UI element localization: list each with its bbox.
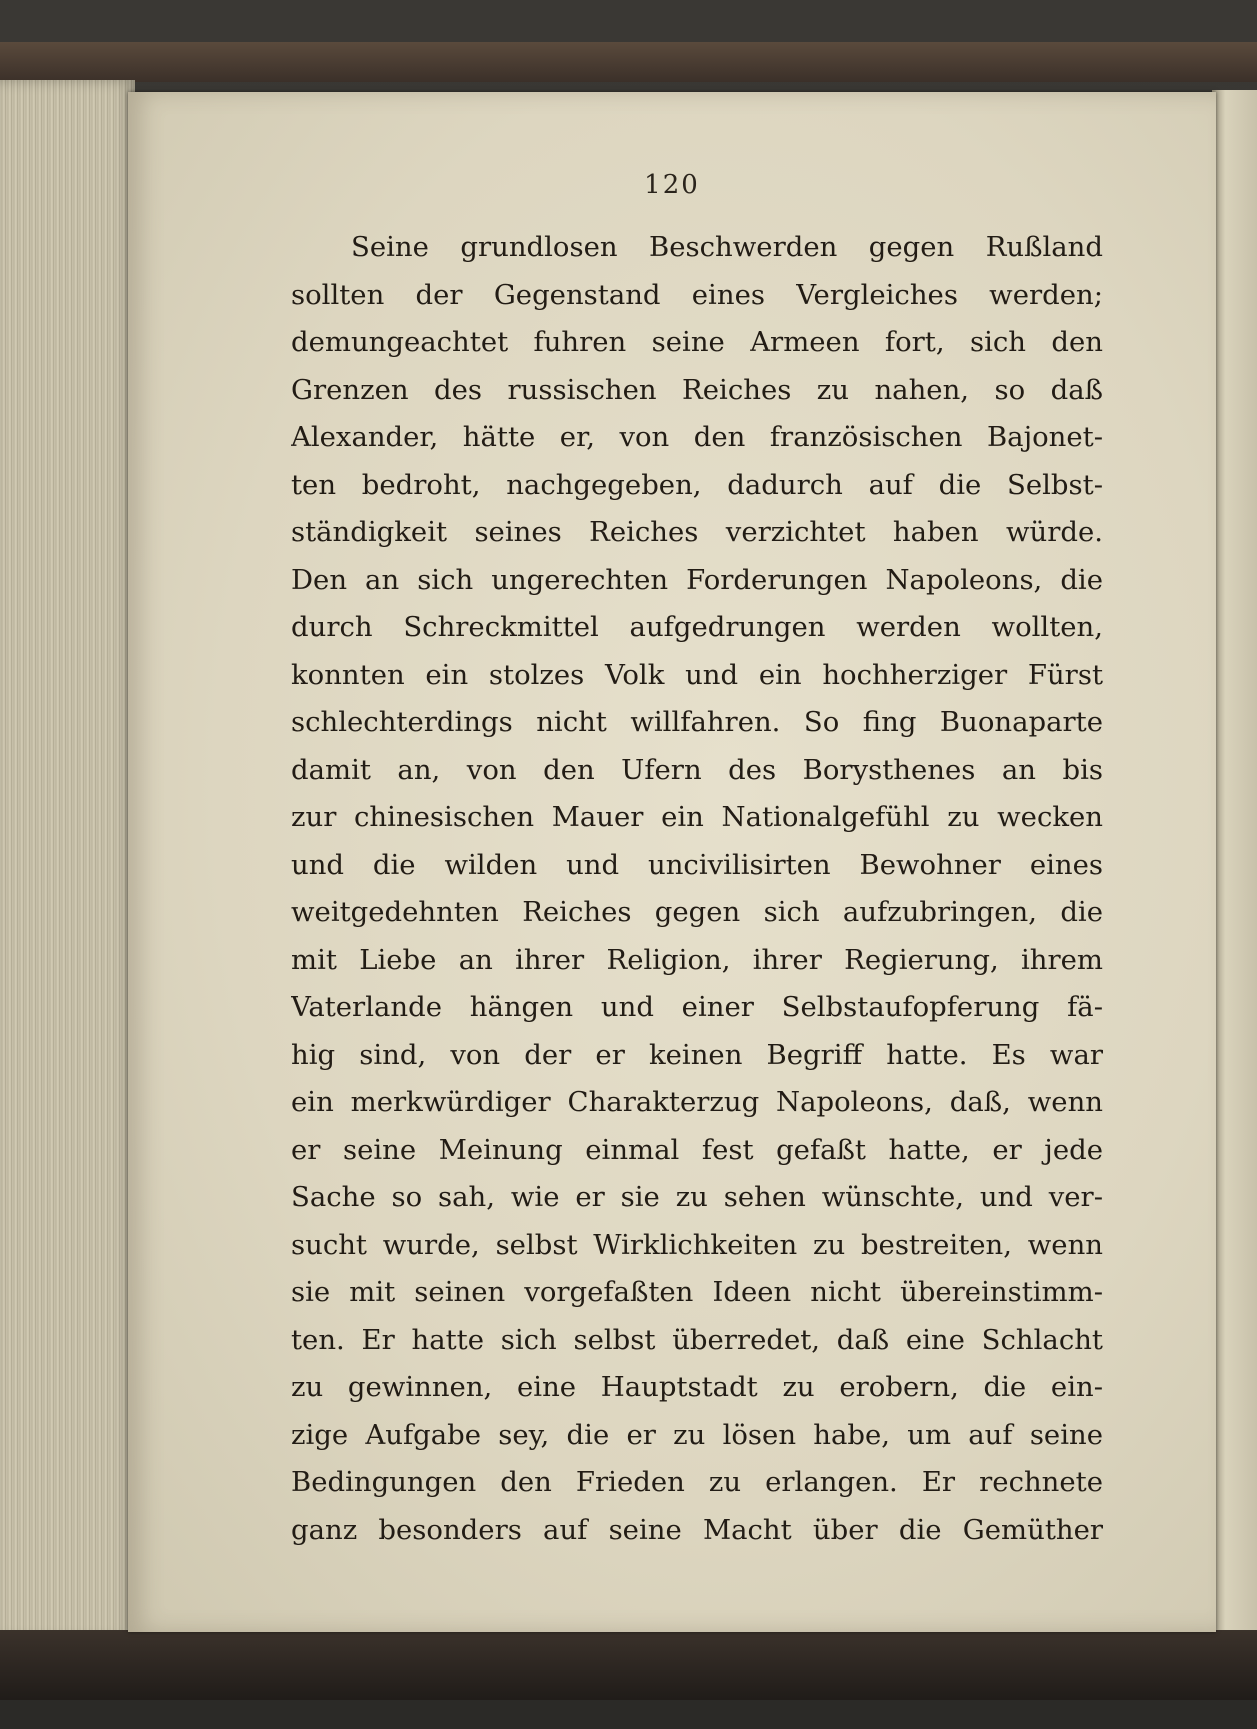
text-line: weitgedehnten Reiches gegen sich aufzubringen, die xyxy=(291,896,1103,928)
text-line: ständigkeit seines Reiches verzichtet haben würde. xyxy=(291,516,1103,548)
book-page xyxy=(128,92,1216,1632)
text-line: ten. Er hatte sich selbst überredet, daß eine Schlacht xyxy=(291,1323,1103,1356)
text-line: durch Schreckmittel aufgedrungen werden wollten, xyxy=(291,611,1103,643)
text-line: Den an sich ungerechten Forderungen Napoleons, die xyxy=(291,563,1103,596)
text-line: ten bedroht, nachgegeben, dadurch auf die Selbst- xyxy=(291,468,1103,501)
book-cover-bottom xyxy=(0,1630,1257,1700)
text-line: sucht wurde, selbst Wirklichkeiten zu bestreiten, wenn xyxy=(291,1228,1103,1261)
text-line: ganz besonders auf seine Macht über die Gemüther xyxy=(291,1513,1103,1546)
text-line: Vaterlande hängen und einer Selbstaufopferung fä- xyxy=(291,991,1103,1023)
text-line: damit an, von den Ufern des Borysthenes an bis xyxy=(291,753,1103,786)
text-line: Bedingungen den Frieden zu erlangen. Er rechnete xyxy=(291,1466,1103,1498)
text-line: und die wilden und uncivilisirten Bewohner eines xyxy=(291,848,1103,881)
page-number: 120 xyxy=(644,170,700,200)
text-line: Grenzen des russischen Reiches zu nahen, so daß xyxy=(291,373,1103,406)
text-line: mit Liebe an ihrer Religion, ihrer Regierung, ihrem xyxy=(291,943,1103,976)
page-stack-edges xyxy=(0,80,135,1640)
text-line: konnten ein stolzes Volk und ein hochherziger Fürst xyxy=(291,658,1103,691)
text-line: zur chinesischen Mauer ein Nationalgefühl zu wecken xyxy=(291,801,1103,833)
text-line: Alexander, hätte er, von den französischen Bajonet- xyxy=(291,421,1103,453)
body-text xyxy=(291,224,1103,1554)
text-line: Seine grundlosen Beschwerden gegen Rußland xyxy=(351,231,1103,263)
text-line: sie mit seinen vorgefaßten Ideen nicht übereinstimm- xyxy=(291,1276,1103,1308)
text-line: Sache so sah, wie er sie zu sehen wünschte, und ver- xyxy=(291,1181,1103,1213)
text-line: sollten der Gegenstand eines Vergleiches werden; xyxy=(291,278,1103,311)
book-cover-top xyxy=(0,42,1257,82)
text-line: er seine Meinung einmal fest gefaßt hatte, er jede xyxy=(291,1133,1103,1166)
text-line: zu gewinnen, eine Hauptstadt zu erobern, die ein- xyxy=(291,1371,1103,1403)
facing-page-edge xyxy=(1212,90,1257,1630)
text-line: demungeachtet fuhren seine Armeen fort, sich den xyxy=(291,326,1103,358)
text-line: ein merkwürdiger Charakterzug Napoleons, daß, wenn xyxy=(291,1086,1103,1118)
text-line: schlechterdings nicht willfahren. So fing Buonaparte xyxy=(291,706,1103,738)
text-line: zige Aufgabe sey, die er zu lösen habe, um auf seine xyxy=(291,1418,1103,1451)
text-line: hig sind, von der er keinen Begriff hatte. Es war xyxy=(291,1038,1103,1071)
